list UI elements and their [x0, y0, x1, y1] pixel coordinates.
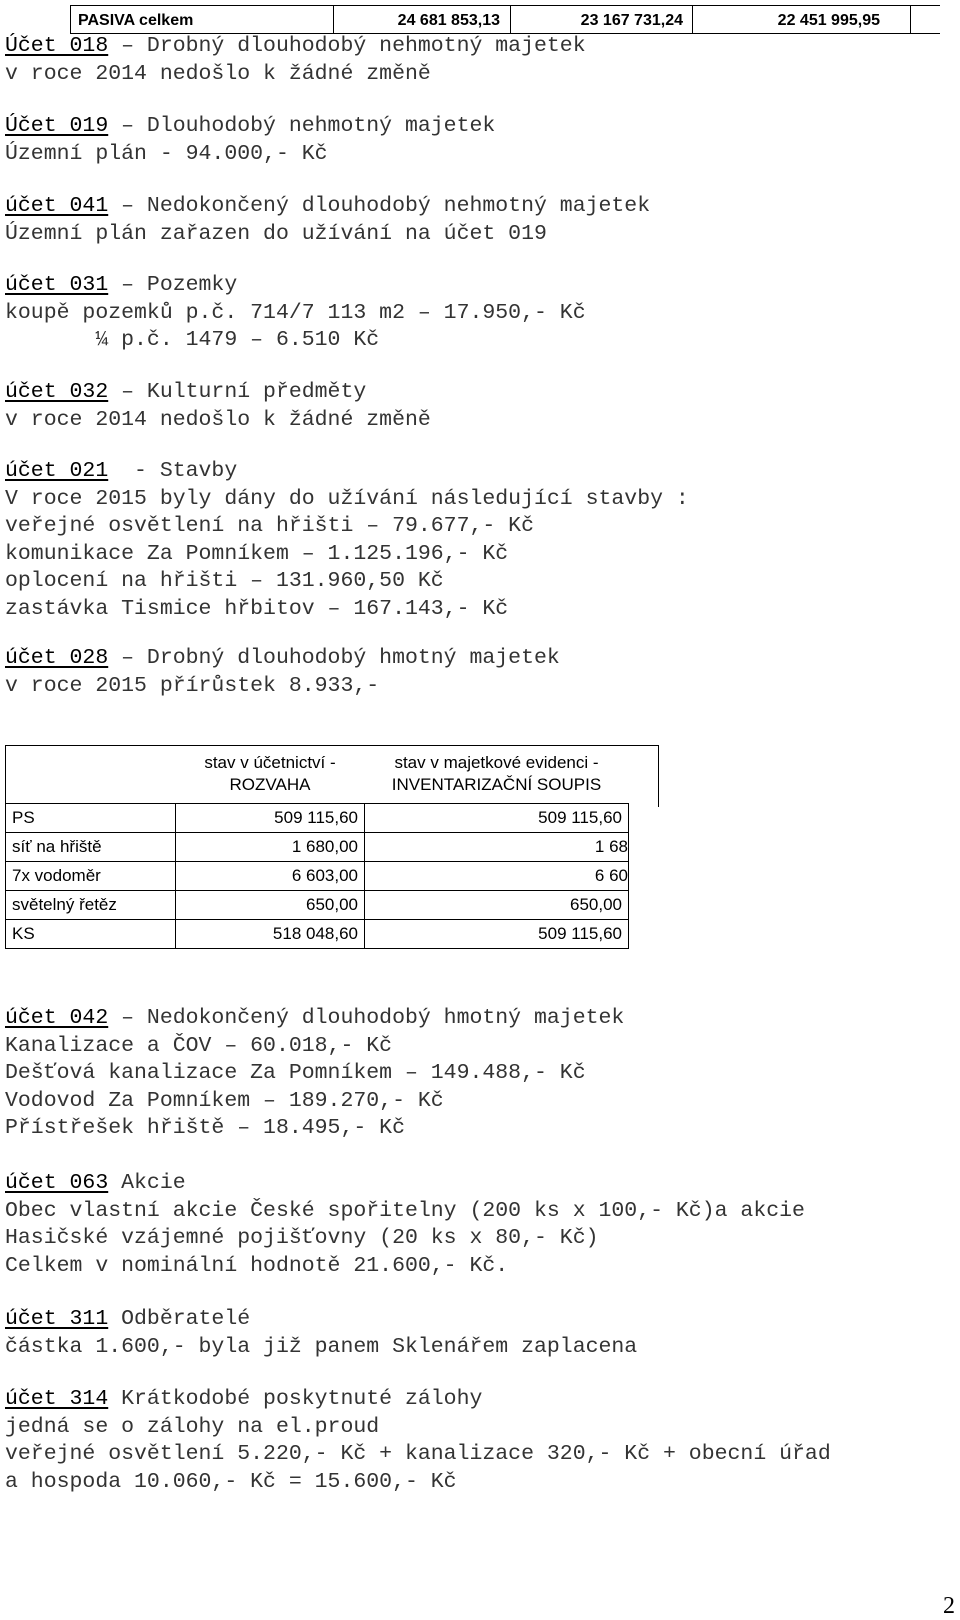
account-title: Akcie: [108, 1171, 186, 1195]
table-row: [6, 891, 629, 920]
header-evidence: stav v majetkové evidenci - INVENTARIZAČNÍ SOUPIS: [391, 753, 602, 794]
account-title: Krátkodobé poskytnuté zálohy: [108, 1387, 483, 1411]
row-value-evidence: 509 115,60: [365, 920, 629, 949]
cell-divider: [510, 5, 511, 34]
cell-divider: [70, 5, 71, 34]
section-line: oplocení na hřišti – 131.960,50 Kč: [5, 569, 444, 593]
section-032: [5, 379, 431, 434]
row-value-accounting: 650,00: [176, 891, 365, 920]
section-line: Celkem v nominální hodnotě 21.600,- Kč.: [5, 1253, 509, 1278]
row-value-evidence: 6 60: [365, 862, 629, 891]
row-label: PS: [6, 804, 176, 833]
section-line: částka 1.600,- byla již panem Sklenářem zaplacena: [5, 1334, 638, 1359]
row-label: KS: [6, 920, 176, 949]
page-number: 2: [943, 1593, 955, 1619]
row-value-accounting: 6 603,00: [176, 862, 365, 891]
section-line: Dešťová kanalizace Za Pomníkem – 149.488,- Kč: [5, 1061, 586, 1085]
cell-divider: [910, 5, 911, 34]
table-header-row: [6, 745, 629, 804]
section-line: Kanalizace a ČOV – 60.018,- Kč: [5, 1033, 393, 1058]
account-number: účet 063: [5, 1171, 109, 1195]
account-title: – Nedokončený dlouhodobý hmotný majetek: [108, 1006, 625, 1030]
account-title: – Pozemky: [108, 273, 238, 297]
row-value-accounting: 509 115,60: [176, 804, 365, 833]
header-empty: [6, 745, 176, 804]
section-line: jedná se o zálohy na el.proud: [5, 1414, 380, 1439]
section-028: [5, 645, 560, 700]
inventory-table: [5, 745, 629, 949]
account-title: – Kulturní předměty: [108, 380, 367, 404]
account-number: účet 314: [5, 1387, 109, 1411]
account-number: Účet 019: [5, 114, 109, 138]
section-line: ¼ p.č. 1479 – 6.510 Kč: [5, 328, 380, 352]
section-line: komunikace Za Pomníkem – 1.125.196,- Kč: [5, 541, 509, 566]
row-label: světelný řetěz: [6, 891, 176, 920]
section-line: a hospoda 10.060,- Kč = 15.600,- Kč: [5, 1469, 457, 1494]
account-title: – Dlouhodobý nehmotný majetek: [108, 114, 496, 138]
account-number: účet 031: [5, 273, 109, 297]
account-number: účet 041: [5, 194, 109, 218]
row-value-accounting: 518 048,60: [176, 920, 365, 949]
table-row: [6, 804, 629, 833]
cell-divider: [692, 5, 693, 34]
section-line: veřejné osvětlení 5.220,- Kč + kanalizace 320,- Kč + obecní úřad: [5, 1442, 831, 1466]
section-line: veřejné osvětlení na hřišti – 79.677,- Kč: [5, 514, 534, 538]
account-number: účet 032: [5, 380, 109, 404]
section-line: Územní plán zařazen do užívání na účet 019: [5, 221, 547, 246]
section-041: [5, 193, 650, 248]
row-value-evidence: 1 68: [365, 833, 629, 862]
row-label: síť na hřiště: [6, 833, 176, 862]
section-line: v roce 2015 přírůstek 8.933,-: [5, 673, 380, 698]
section-line: Vodovod Za Pomníkem – 189.270,- Kč: [5, 1088, 444, 1113]
pasiva-total-row: [0, 5, 940, 33]
pasiva-value-2: 23 167 731,24: [580, 12, 683, 29]
section-031: [5, 272, 586, 355]
pasiva-value-3: 22 451 995,95: [777, 12, 880, 29]
section-line: V roce 2015 byly dány do užívání následující stavby :: [5, 486, 689, 511]
table-border-right: [658, 745, 659, 807]
account-title: - Stavby: [108, 459, 238, 483]
section-018: [5, 33, 586, 88]
table-row: [6, 862, 629, 891]
section-line: v roce 2014 nedošlo k žádné změně: [5, 61, 431, 86]
section-line: zastávka Tismice hřbitov – 167.143,- Kč: [5, 596, 509, 621]
section-019: [5, 113, 495, 168]
section-311: [5, 1306, 637, 1361]
account-number: účet 311: [5, 1307, 109, 1331]
row-label: 7x vodoměr: [6, 862, 176, 891]
account-title: Odběratelé: [108, 1307, 251, 1331]
header-accounting: stav v účetnictví - ROZVAHA: [204, 753, 336, 794]
row-value-evidence: 650,00: [365, 891, 629, 920]
section-021: [5, 458, 689, 623]
section-063: [5, 1170, 805, 1280]
table-row: [6, 920, 629, 949]
pasiva-value-1: 24 681 853,13: [397, 12, 500, 29]
section-314: [5, 1386, 831, 1496]
section-line: v roce 2014 nedošlo k žádné změně: [5, 407, 431, 432]
cell-divider: [333, 5, 334, 34]
account-title: – Drobný dlouhodobý hmotný majetek: [108, 646, 560, 670]
account-title: – Drobný dlouhodobý nehmotný majetek: [108, 34, 586, 58]
pasiva-label: PASIVA celkem: [78, 12, 194, 29]
account-number: účet 028: [5, 646, 109, 670]
account-number: Účet 018: [5, 34, 109, 58]
section-line: koupě pozemků p.č. 714/7 113 m2 – 17.950,- Kč: [5, 300, 586, 325]
section-line: Územní plán - 94.000,- Kč: [5, 141, 328, 166]
account-title: – Nedokončený dlouhodobý nehmotný majetek: [108, 194, 651, 218]
row-value-evidence: 509 115,60: [365, 804, 629, 833]
table-row: [6, 833, 629, 862]
section-042: [5, 1005, 624, 1143]
section-line: Hasičské vzájemné pojišťovny (20 ks x 80,- Kč): [5, 1226, 599, 1250]
section-line: Obec vlastní akcie České spořitelny (200 ks x 100,- Kč)a akcie: [5, 1198, 805, 1223]
account-number: účet 042: [5, 1006, 109, 1030]
row-value-accounting: 1 680,00: [176, 833, 365, 862]
account-number: účet 021: [5, 459, 109, 483]
section-line: Přístřešek hřiště – 18.495,- Kč: [5, 1116, 405, 1140]
